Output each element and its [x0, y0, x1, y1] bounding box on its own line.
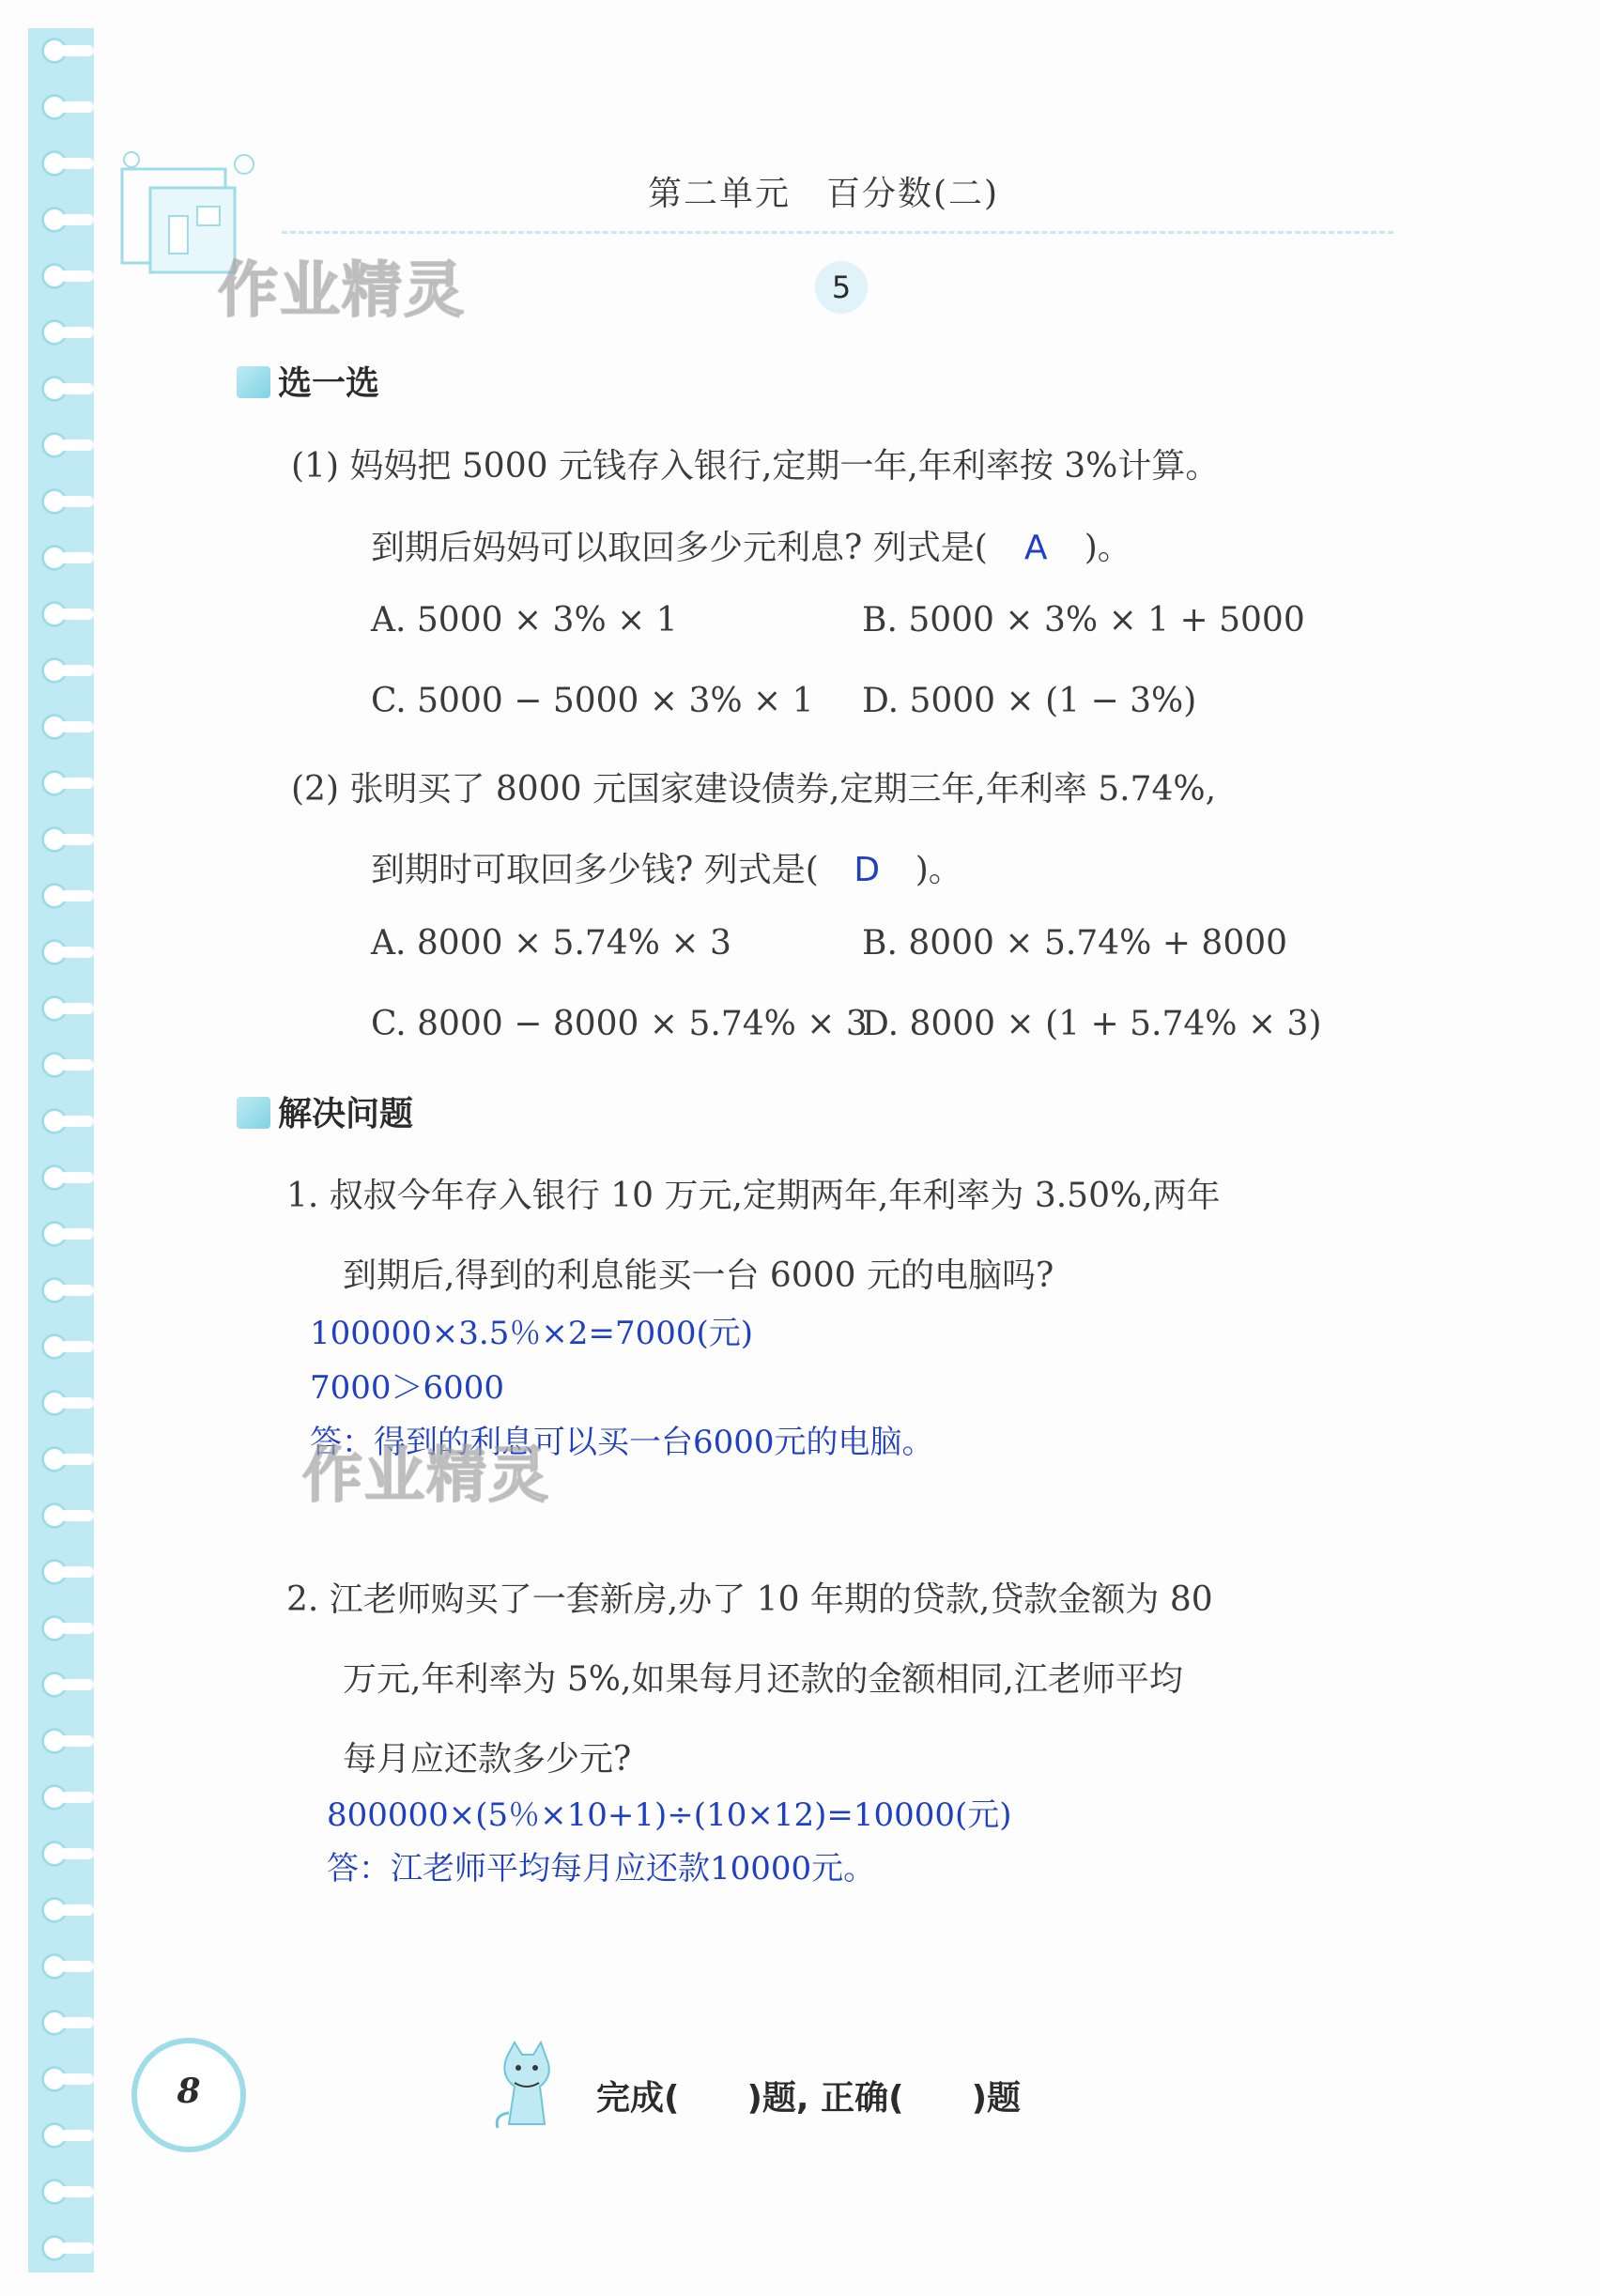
q2-option-d: D. 8000 × (1 + 5.74% × 3) — [862, 1005, 1322, 1043]
q2-line2-suffix: )。 — [915, 851, 962, 889]
section-title: 选一选 — [278, 364, 380, 403]
binding-tab — [60, 1341, 94, 1352]
binding-tab — [60, 2130, 94, 2141]
binding-tab — [60, 496, 94, 507]
binding-tab — [60, 327, 94, 338]
binding-tab — [60, 158, 94, 169]
completion-tally: 完成( )题, 正确( )题 — [596, 2079, 1022, 2118]
q1-option-b: B. 5000 × 3% × 1 + 5000 — [862, 601, 1305, 639]
watermark: 作业精灵 — [218, 256, 466, 326]
q1-line1: (1) 妈妈把 5000 元钱存入银行,定期一年,年利率按 3%计算。 — [291, 447, 1220, 485]
header-divider — [282, 231, 1393, 234]
binding-tab — [60, 1679, 94, 1690]
binding-tab — [60, 947, 94, 958]
binding-tab — [60, 552, 94, 563]
p1-work-2: 7000＞6000 — [310, 1369, 505, 1407]
section-heading-choose — [237, 357, 379, 405]
binding-tab — [60, 2017, 94, 2028]
binding-tab — [60, 1397, 94, 1409]
page-number-badge — [131, 2038, 246, 2152]
binding-tab — [60, 1510, 94, 1521]
q1-option-d: D. 5000 × (1 − 3%) — [862, 682, 1197, 720]
q2-option-b: B. 8000 × 5.74% + 8000 — [862, 924, 1288, 963]
binding-tab — [60, 2242, 94, 2254]
p1-line1: 1. 叔叔今年存入银行 10 万元,定期两年,年利率为 3.50%,两年 — [286, 1177, 1221, 1215]
binding-tab — [60, 1285, 94, 1296]
lesson-number-badge: 5 — [815, 261, 868, 314]
binding-tab — [60, 214, 94, 225]
binding-tab — [60, 270, 94, 282]
binding-tab — [60, 45, 94, 56]
binding-tab — [60, 1059, 94, 1071]
binding-tab — [60, 439, 94, 451]
binding-tab — [60, 383, 94, 394]
section-title: 解决问题 — [278, 1095, 414, 1133]
binding-tab — [60, 609, 94, 620]
q2-answer: D — [854, 851, 881, 889]
p2-work-2: 答：江老师平均每月应还款10000元。 — [327, 1850, 876, 1888]
binding-tab — [60, 721, 94, 732]
section-marker-icon — [237, 1097, 270, 1129]
q2-option-a: A. 8000 × 5.74% × 3 — [371, 924, 731, 963]
binding-tab — [60, 1172, 94, 1183]
binding-tab — [60, 2073, 94, 2085]
p2-line3: 每月应还款多少元? — [343, 1740, 632, 1779]
binding-tab — [60, 1566, 94, 1578]
p2-work-1: 800000×(5％×10+1)÷(10×12)=10000(元) — [327, 1796, 1012, 1834]
binding-tab — [60, 665, 94, 676]
binding-tab — [60, 778, 94, 789]
q2-line2 — [371, 843, 962, 891]
binding-tab — [60, 1623, 94, 1634]
binding-tab — [60, 1454, 94, 1465]
binding-tab — [60, 1228, 94, 1240]
p2-line2: 万元,年利率为 5%,如果每月还款的金额相同,江老师平均 — [343, 1660, 1183, 1699]
binding-tab — [60, 1116, 94, 1127]
p2-line1: 2. 江老师购买了一套新房,办了 10 年期的贷款,贷款金额为 80 — [286, 1580, 1213, 1619]
binding-tab — [60, 890, 94, 901]
cat-illustration-icon — [488, 2038, 573, 2132]
page-header-title: 第二单元 百分数(二) — [648, 175, 1000, 213]
binding-tab — [60, 1904, 94, 1916]
q1-line2-prefix: 到期后妈妈可以取回多少元利息? 列式是( — [371, 529, 988, 567]
q1-line2-suffix: )。 — [1084, 529, 1131, 567]
spiral-binding — [28, 28, 94, 2273]
binding-tab — [60, 2186, 94, 2197]
watermark: 作业精灵 — [302, 1441, 550, 1511]
binding-tab — [60, 1792, 94, 1803]
binding-tab — [60, 834, 94, 845]
p1-work-3: 答：得到的利息可以买一台6000元的电脑。 — [310, 1424, 934, 1461]
q2-line1: (2) 张明买了 8000 元国家建设债券,定期三年,年利率 5.74%, — [291, 770, 1217, 809]
p1-line2: 到期后,得到的利息能买一台 6000 元的电脑吗? — [343, 1256, 1054, 1295]
q2-option-c: C. 8000 − 8000 × 5.74% × 3 — [371, 1005, 868, 1043]
binding-tab — [60, 1735, 94, 1747]
page-number: 8 — [177, 2072, 201, 2111]
q2-line2-prefix: 到期时可取回多少钱? 列式是( — [371, 851, 819, 889]
binding-tab — [60, 1003, 94, 1014]
binding-tab — [60, 1961, 94, 1972]
binding-tab — [60, 1848, 94, 1859]
q1-answer: A — [1023, 529, 1048, 567]
q1-line2 — [371, 521, 1131, 569]
binding-tab — [60, 101, 94, 113]
q1-option-a: A. 5000 × 3% × 1 — [371, 601, 678, 639]
section-marker-icon — [237, 366, 270, 398]
section-heading-solve — [237, 1087, 413, 1135]
q1-option-c: C. 5000 − 5000 × 3% × 1 — [371, 682, 814, 720]
p1-work-1: 100000×3.5％×2=7000(元) — [310, 1315, 754, 1352]
